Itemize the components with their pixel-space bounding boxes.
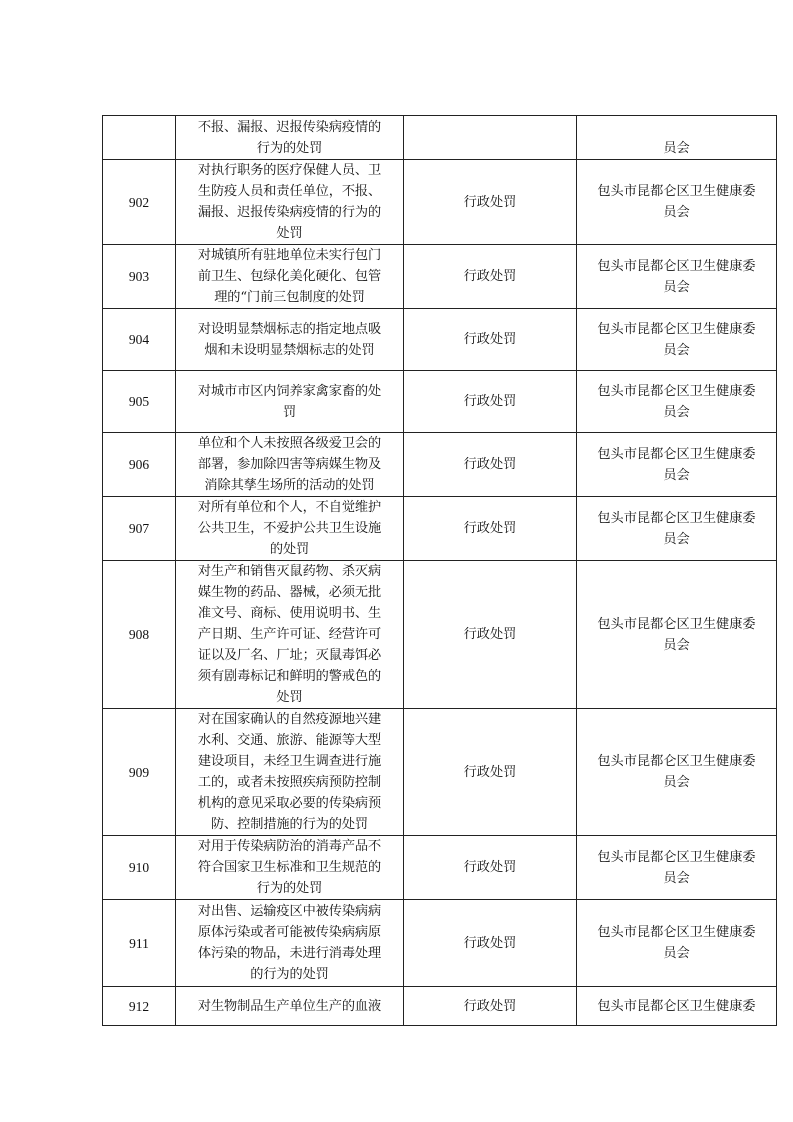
penalty-category: 行政处罚 — [404, 309, 577, 371]
responsible-department: 包头市昆都仑区卫生健康委 — [577, 987, 777, 1026]
penalty-category: 行政处罚 — [404, 987, 577, 1026]
penalty-category: 行政处罚 — [404, 245, 577, 309]
item-description: 对执行职务的医疗保健人员、卫 生防疫人员和责任单位，不报、 漏报、迟报传染病疫情的行为的 处罚 — [176, 160, 404, 245]
item-description: 对生产和销售灭鼠药物、杀灭病 媒生物的药品、器械，必须无批 准文号、商标、使用说明书、生 产日期、生产许可证、经营许可 证以及厂名、厂址；灭鼠毒饵必 须有剧毒标记和鲜明的警戒色的 处罚 — [176, 561, 404, 709]
table-row — [103, 987, 777, 1026]
item-description: 对在国家确认的自然疫源地兴建 水利、交通、旅游、能源等大型 建设项目，未经卫生调查进行施 工的，或者未按照疾病预防控制 机构的意见采取必要的传染病预 防、控制措施的行为的处罚 — [176, 709, 404, 836]
row-number: 907 — [103, 497, 176, 561]
item-description: 对生物制品生产单位生产的血液 — [176, 987, 404, 1026]
row-number: 904 — [103, 309, 176, 371]
row-number: 909 — [103, 709, 176, 836]
item-description: 不报、漏报、迟报传染病疫情的 行为的处罚 — [176, 116, 404, 160]
table-row — [103, 709, 777, 836]
responsible-department: 包头市昆都仑区卫生健康委 员会 — [577, 900, 777, 987]
responsible-department: 包头市昆都仑区卫生健康委 员会 — [577, 709, 777, 836]
row-number: 903 — [103, 245, 176, 309]
responsible-department: 包头市昆都仑区卫生健康委 员会 — [577, 309, 777, 371]
table-row — [103, 309, 777, 371]
table-row — [103, 433, 777, 497]
table-row — [103, 497, 777, 561]
penalty-category: 行政处罚 — [404, 900, 577, 987]
item-description: 对用于传染病防治的消毒产品不 符合国家卫生标准和卫生规范的 行为的处罚 — [176, 836, 404, 900]
responsible-department: 包头市昆都仑区卫生健康委 员会 — [577, 245, 777, 309]
penalty-category — [404, 116, 577, 160]
table-row — [103, 116, 777, 160]
row-number: 908 — [103, 561, 176, 709]
penalty-category: 行政处罚 — [404, 497, 577, 561]
row-number: 902 — [103, 160, 176, 245]
penalty-category: 行政处罚 — [404, 371, 577, 433]
responsible-department: 包头市昆都仑区卫生健康委 员会 — [577, 371, 777, 433]
row-number: 910 — [103, 836, 176, 900]
table-row — [103, 371, 777, 433]
table-row — [103, 160, 777, 245]
penalty-category: 行政处罚 — [404, 433, 577, 497]
row-number: 906 — [103, 433, 176, 497]
penalty-category: 行政处罚 — [404, 160, 577, 245]
row-number: 905 — [103, 371, 176, 433]
row-number: 911 — [103, 900, 176, 987]
penalty-items-table — [102, 115, 777, 1026]
item-description: 对城镇所有驻地单位未实行包门 前卫生、包绿化美化硬化、包管 理的“门前三包制度的处罚 — [176, 245, 404, 309]
responsible-department: 包头市昆都仑区卫生健康委 员会 — [577, 433, 777, 497]
table-row — [103, 561, 777, 709]
responsible-department: 包头市昆都仑区卫生健康委 员会 — [577, 497, 777, 561]
row-number: 912 — [103, 987, 176, 1026]
item-description: 对所有单位和个人，不自觉维护 公共卫生，不爱护公共卫生设施 的处罚 — [176, 497, 404, 561]
item-description: 单位和个人未按照各级爱卫会的 部署，参加除四害等病媒生物及 消除其孳生场所的活动的处罚 — [176, 433, 404, 497]
item-description: 对设明显禁烟标志的指定地点吸 烟和未设明显禁烟标志的处罚 — [176, 309, 404, 371]
item-description: 对城市市区内饲养家禽家畜的处 罚 — [176, 371, 404, 433]
table-row — [103, 900, 777, 987]
responsible-department: 员会 — [577, 116, 777, 160]
responsible-department: 包头市昆都仑区卫生健康委 员会 — [577, 561, 777, 709]
penalty-category: 行政处罚 — [404, 836, 577, 900]
table-row — [103, 245, 777, 309]
row-number — [103, 116, 176, 160]
responsible-department: 包头市昆都仑区卫生健康委 员会 — [577, 160, 777, 245]
table-row — [103, 836, 777, 900]
penalty-category: 行政处罚 — [404, 561, 577, 709]
penalty-category: 行政处罚 — [404, 709, 577, 836]
item-description: 对出售、运输疫区中被传染病病 原体污染或者可能被传染病病原 体污染的物品，未进行消毒处理 的行为的处罚 — [176, 900, 404, 987]
responsible-department: 包头市昆都仑区卫生健康委 员会 — [577, 836, 777, 900]
